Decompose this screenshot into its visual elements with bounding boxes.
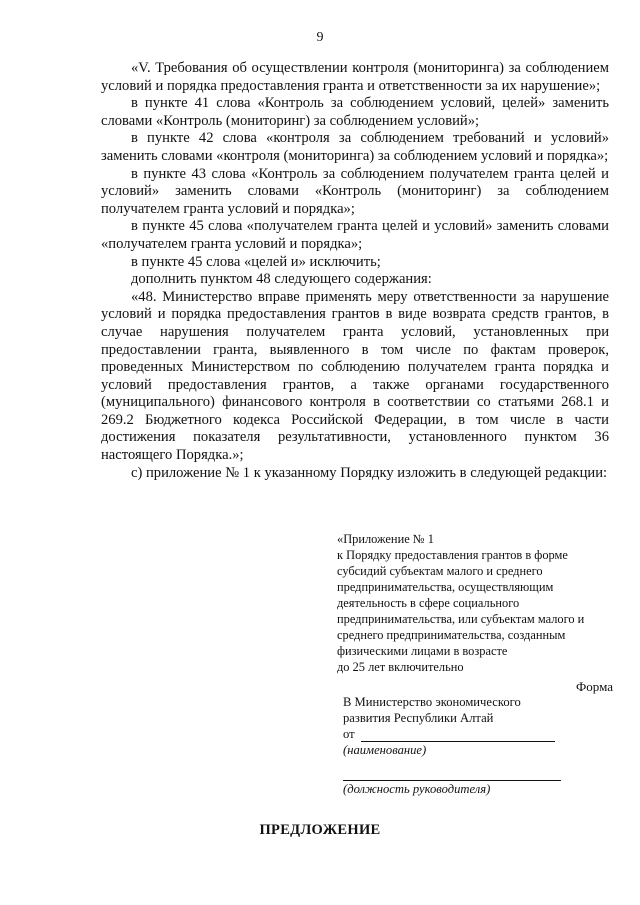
appendix-line: предпринимательства, или субъектам малого и <box>337 612 585 626</box>
appendix-line: физическими лицами в возрасте <box>337 644 508 658</box>
recipient-line-2: развития Республики Алтай <box>343 711 494 725</box>
appendix-line: до 25 лет включительно <box>337 660 464 674</box>
paragraph-point-43: в пункте 43 слова «Контроль за соблюдением получателем гранта целей и условий» заменить словами «Контроль (мониторинг) за соблюдением получателем гранта условий и порядка»; <box>101 165 609 217</box>
paragraph-point-48-text: «48. Министерство вправе применять меру ответственности за нарушение условий и порядка предоставления грантов в виде возврата средств грантов, в случае нарушения получателем гранта условий, установленных при предоставлении гранта, выявленного в том числе по фактам проверок, проведенных Министерством по соблюдению получателем гранта порядка и условий предоставления грантов, а также органами государственного (муниципального) финансового контроля в соответствии со статьями 268.1 и 269.2 Бюджетного кодекса Российской Федерации, в том числе в части достижения показателя результативности, установленного пунктом 36 настоящего Порядка.»; <box>101 288 609 464</box>
recipient-block <box>343 694 583 797</box>
appendix-line: «Приложение № 1 <box>337 532 434 546</box>
position-hint: (должность руководителя) <box>343 782 491 796</box>
paragraph-add-point-48: дополнить пунктом 48 следующего содержания: <box>131 271 432 288</box>
appendix-line: предпринимательства, осуществляющим <box>337 580 554 594</box>
paragraph-point-45-a: в пункте 45 слова «получателем гранта целей и условий» заменить словами «получателем гранта условий и порядка»; <box>101 218 609 252</box>
appendix-line: субсидий субъектам малого и среднего <box>337 564 543 578</box>
paragraph-point-42: в пункте 42 слова «контроля за соблюдением требований и условий» заменить словами «контроля (мониторинга) за соблюдением условий и порядка»; <box>101 130 609 164</box>
page-number: 9 <box>316 30 324 45</box>
from-blank-line <box>361 729 555 742</box>
paragraph-point-45-b: в пункте 45 слова «целей и» исключить; <box>131 253 381 270</box>
appendix-line: к Порядку предоставления грантов в форме <box>337 548 568 562</box>
recipient-line-1: В Министерство экономического <box>343 695 521 709</box>
from-label: от <box>343 727 355 741</box>
position-blank-line <box>343 758 561 781</box>
amendment-text <box>101 60 609 482</box>
appendix-line: деятельность в сфере социального <box>337 596 520 610</box>
document-title: ПРЕДЛОЖЕНИЕ <box>259 822 381 838</box>
paragraph-appendix-intro: с) приложение № 1 к указанному Порядку изложить в следующей редакции: <box>131 464 608 481</box>
paragraph-point-41: в пункте 41 слова «Контроль за соблюдением условий, целей» заменить словами «Контроль (мониторинг) за соблюдением условий»; <box>101 95 609 129</box>
appendix-heading <box>337 531 612 675</box>
paragraph-section-v-title: «V. Требования об осуществлении контроля (мониторинга) за соблюдением условий и порядка предоставления гранта и ответственности за их нарушение»; <box>101 60 609 94</box>
from-row <box>343 726 583 742</box>
name-hint: (наименование) <box>343 743 427 757</box>
appendix-line: среднего предпринимательства, созданным <box>337 628 566 642</box>
form-label: Форма <box>576 679 613 694</box>
